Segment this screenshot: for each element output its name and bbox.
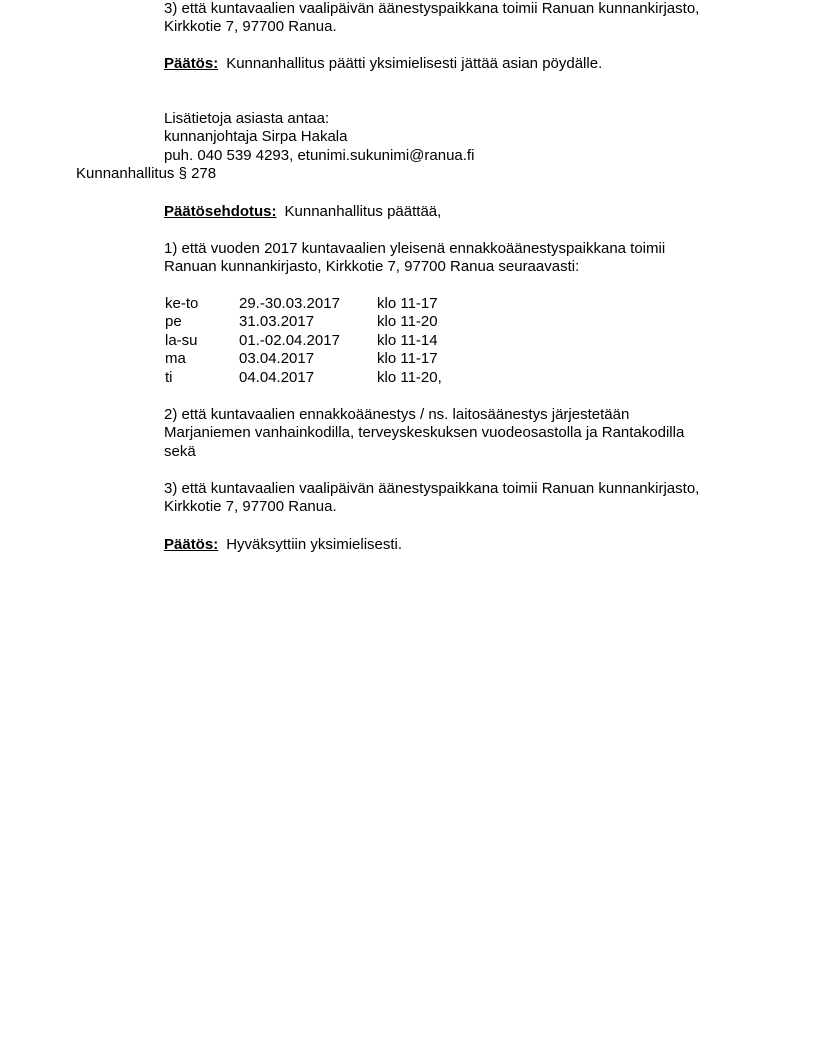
date: 29.-30.03.2017: [239, 295, 340, 312]
proposal: [164, 203, 441, 221]
decision: [164, 536, 402, 554]
proposal-label: Päätösehdotus:: [164, 203, 277, 220]
date: 31.03.2017: [239, 313, 315, 330]
day: ma: [165, 350, 186, 367]
text-line: sekä: [164, 443, 196, 460]
day: pe: [165, 313, 182, 330]
decision-label: Päätös:: [164, 536, 219, 553]
text-line: Lisätietoja asiasta antaa:: [164, 110, 330, 127]
time: klo 11-20,: [377, 369, 442, 386]
date: 01.-02.04.2017: [239, 332, 340, 349]
decision-text: Hyväksyttiin yksimielisesti.: [226, 536, 403, 553]
text-line: 1) että vuoden 2017 kuntavaalien yleisenä ennakkoäänestyspaikkana toimii: [164, 240, 666, 257]
proposal-text: Kunnanhallitus päättää,: [284, 203, 442, 220]
day: ti: [165, 369, 173, 386]
decision-text: Kunnanhallitus päätti yksimielisesti jättää asian pöydälle.: [226, 55, 603, 72]
date: 03.04.2017: [239, 350, 315, 367]
text-line: Kirkkotie 7, 97700 Ranua.: [164, 18, 337, 35]
text-line: Ranuan kunnankirjasto, Kirkkotie 7, 97700 Ranua seuraavasti:: [164, 258, 580, 275]
section-heading: Kunnanhallitus § 278: [76, 165, 217, 182]
text-line: kunnanjohtaja Sirpa Hakala: [164, 128, 348, 145]
time: klo 11-20: [377, 313, 438, 330]
text-line: Kirkkotie 7, 97700 Ranua.: [164, 498, 337, 515]
time: klo 11-17: [377, 295, 438, 312]
date: 04.04.2017: [239, 369, 315, 386]
text-line: 3) että kuntavaalien vaalipäivän äänestyspaikkana toimii Ranuan kunnankirjasto,: [164, 480, 700, 497]
day: ke-to: [165, 295, 199, 312]
time: klo 11-17: [377, 350, 438, 367]
prev-decision: [164, 55, 602, 73]
day: la-su: [165, 332, 198, 349]
text-line: puh. 040 539 4293, etunimi.sukunimi@ranua.fi: [164, 147, 475, 164]
time: klo 11-14: [377, 332, 438, 349]
text-line: Marjaniemen vanhainkodilla, terveyskeskuksen vuodeosastolla ja Rantakodilla: [164, 424, 685, 441]
decision-label: Päätös:: [164, 55, 219, 72]
text-line: 2) että kuntavaalien ennakkoäänestys / ns. laitosäänestys järjestetään: [164, 406, 630, 423]
text-line: 3) että kuntavaalien vaalipäivän äänestyspaikkana toimii Ranuan kunnankirjasto,: [164, 0, 700, 17]
